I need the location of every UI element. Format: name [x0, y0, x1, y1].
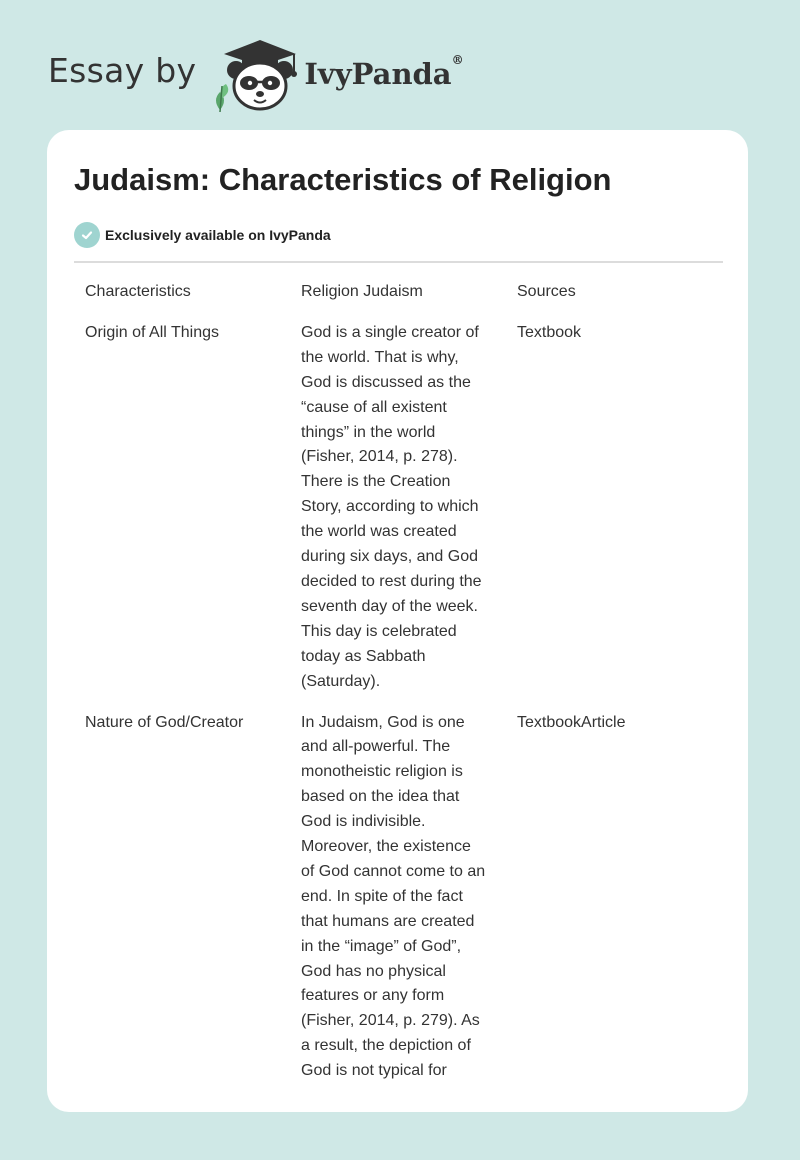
row-description: God is a single creator of the world. That is why, God is discussed as the “cause of all existent things” in the world (Fisher, 2014, p. 278). There is the Creation Story, according to which the world was created during six days, and God decided to rest during the seventh day of the week. This day is celebrated today as Sabbath (Saturday).: [301, 323, 482, 690]
table-header-row: [74, 280, 723, 305]
row-description: In Judaism, God is one and all-powerful. The monotheistic religion is based on the idea that God is indivisible. Moreover, the existence of God cannot come to an end. In spite of the fact that humans are created in the “image” of God”, God has no physical features or any form (Fisher, 2014, p. 279). As a result, the depiction of God is not typical for: [301, 713, 486, 1080]
essay-card: [47, 130, 748, 1112]
brand-name[interactable]: [304, 53, 464, 91]
row-source: Textbook: [517, 323, 582, 341]
table-row: [74, 321, 723, 695]
checkmark-icon: [74, 222, 100, 248]
header-religion-judaism: Religion Judaism: [301, 283, 423, 300]
row-characteristic: Origin of All Things: [85, 323, 219, 341]
row-characteristic: Nature of God/Creator: [85, 713, 244, 731]
header-characteristics: Characteristics: [85, 283, 191, 300]
header-sources: Sources: [517, 283, 576, 300]
exclusive-badge: [74, 222, 331, 248]
characteristics-table: [74, 280, 723, 1100]
brand-name-text: IvyPanda: [304, 57, 452, 91]
panda-logo-icon[interactable]: [210, 34, 302, 114]
brand-header: [48, 34, 464, 114]
registered-mark: ®: [451, 53, 464, 67]
brand-prefix: Essay by: [48, 50, 197, 90]
badge-text: Exclusively available on IvyPanda: [105, 227, 331, 243]
page-title: Judaism: Characteristics of Religion: [74, 162, 612, 197]
divider: [74, 261, 723, 263]
table-row: [74, 711, 723, 1085]
row-source: TextbookArticle: [517, 713, 626, 731]
